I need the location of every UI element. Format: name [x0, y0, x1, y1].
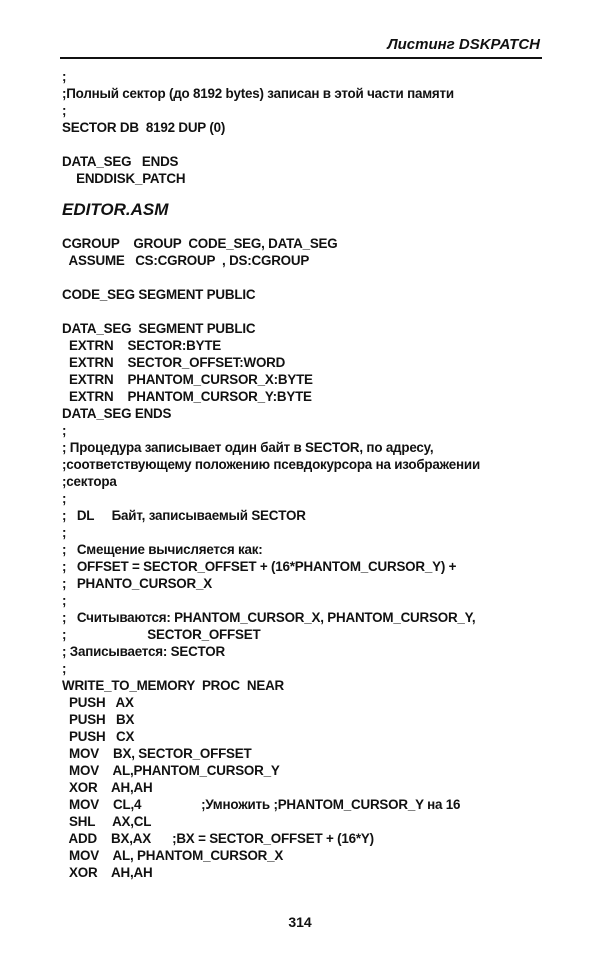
code-line: ;	[62, 69, 67, 84]
code-line: EXTRN SECTOR_OFFSET:WORD	[62, 355, 286, 370]
code-line: ;	[62, 525, 67, 540]
code-line: ;	[62, 423, 67, 438]
code-line: ;сектора	[62, 474, 117, 489]
code-line: ADD BX,AX ;BX = SECTOR_OFFSET + (16*Y)	[62, 831, 374, 846]
code-block-dskpatch-end	[62, 68, 582, 187]
code-line: CGROUP GROUP CODE_SEG, DATA_SEG	[62, 236, 338, 251]
code-line: WRITE_TO_MEMORY PROC NEAR	[62, 678, 285, 693]
code-line: DATA_SEG ENDS	[62, 154, 179, 169]
code-line: MOV BX, SECTOR_OFFSET	[62, 746, 252, 761]
code-line: ;Полный сектор (до 8192 bytes) записан в этой части памяти	[62, 86, 454, 101]
code-line: MOV AL,PHANTOM_CURSOR_Y	[62, 763, 280, 778]
code-block-editor-asm	[62, 235, 582, 881]
code-line	[62, 269, 582, 286]
code-line: ;соответствующему положению псевдокурсора на изображении	[62, 457, 480, 472]
code-line: ; OFFSET = SECTOR_OFFSET + (16*PHANTOM_CURSOR_Y) +	[62, 559, 457, 574]
code-line: PUSH AX	[62, 695, 134, 710]
code-line: SHL AX,CL	[62, 814, 152, 829]
code-line: DATA_SEG SEGMENT PUBLIC	[62, 321, 256, 336]
code-line: ;	[62, 103, 67, 118]
code-line: MOV AL, PHANTOM_CURSOR_X	[62, 848, 284, 863]
code-line: ;	[62, 491, 67, 506]
page-number: 314	[288, 914, 312, 930]
code-line: SECTOR DB 8192 DUP (0)	[62, 120, 226, 135]
code-line: EXTRN PHANTOM_CURSOR_Y:BYTE	[62, 389, 312, 404]
header-rule	[60, 57, 542, 59]
code-line: CODE_SEG SEGMENT PUBLIC	[62, 287, 256, 302]
code-line: XOR AH,AH	[62, 865, 153, 880]
code-line: EXTRN PHANTOM_CURSOR_X:BYTE	[62, 372, 313, 387]
code-line: ; SECTOR_OFFSET	[62, 627, 261, 642]
code-line: ;	[62, 661, 67, 676]
code-line: ; Процедура записывает один байт в SECTOR, по адресу,	[62, 440, 434, 455]
code-line: ; Смещение вычисляется как:	[62, 542, 263, 557]
code-line	[62, 303, 582, 320]
code-line	[62, 136, 582, 153]
code-line: PUSH CX	[62, 729, 135, 744]
code-line: MOV CL,4 ;Умножить ;PHANTOM_CURSOR_Y на 16	[62, 797, 461, 812]
code-line: ; Считываются: PHANTOM_CURSOR_X, PHANTOM_CURSOR_Y,	[62, 610, 476, 625]
code-line: ENDDISK_PATCH	[62, 171, 186, 186]
code-line: ; DL Байт, записываемый SECTOR	[62, 508, 306, 523]
code-line: ; PHANTO_CURSOR_X	[62, 576, 212, 591]
code-line: EXTRN SECTOR:BYTE	[62, 338, 222, 353]
code-line: DATA_SEG ENDS	[62, 406, 172, 421]
listing-content	[62, 68, 582, 881]
code-line: ASSUME CS:CGROUP , DS:CGROUP	[62, 253, 310, 268]
code-line: XOR AH,AH	[62, 780, 153, 795]
code-line: PUSH BX	[62, 712, 135, 727]
section-heading: EDITOR.ASM	[62, 200, 169, 219]
code-line: ;	[62, 593, 67, 608]
running-header: Листинг DSKPATCH	[387, 36, 540, 53]
code-line: ; Записывается: SECTOR	[62, 644, 225, 659]
